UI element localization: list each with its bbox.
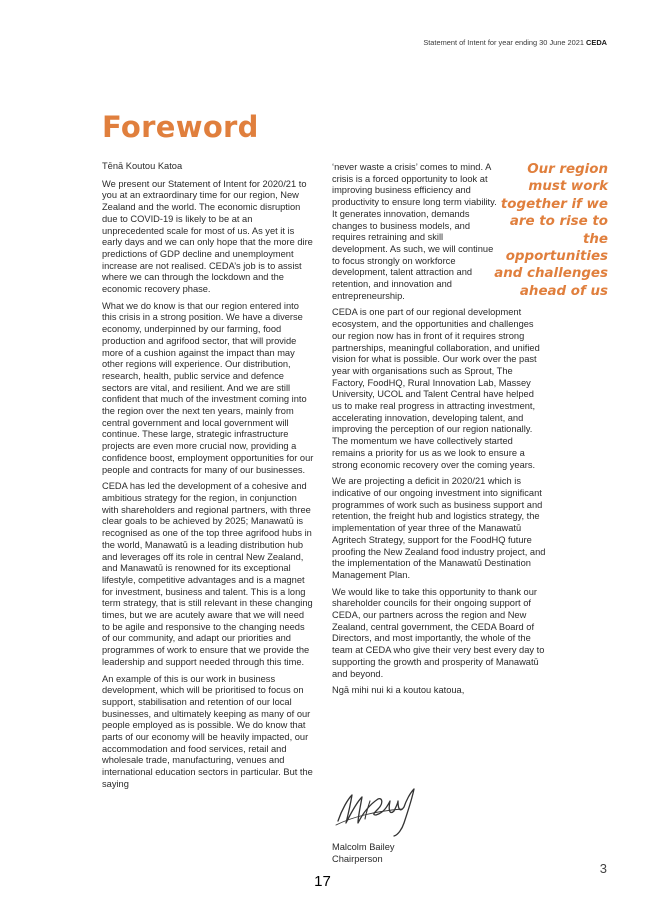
body-paragraph	[332, 162, 500, 302]
body-paragraph: We would like to take this opportunity to thank our shareholder councils for their ongoing support of CEDA, our partners across the region and New Zealand, central government, the CEDA Board of Directors, and most importantly, the whole of the team at CEDA who give their very best every day to supporting the growth and prosperity of Manawatū and beyond.	[332, 586, 545, 679]
body-paragraph: CEDA has led the development of a cohesive and ambitious strategy for the region, in conjunction with shareholders and regional partners, with three clear goals to be achieved by 2025; Manawatū is recognised as one of the top three agrifood hubs in the world, Manawatū is a leading distribution hub and leverages off its role in central New Zealand, and Manawatū is renowned for its exceptional lifestyle, competitive advantages and is a magnet for investment, business and talent. This is a long term strategy, that is still relevant in these changing times, but we are acutely aware that we will need to be agile and responsive to the changing needs of our community, and adapt our priorities and programmes of work to ensure that we provide the leadership and support needed through this time.	[102, 481, 313, 667]
body-paragraph: An example of this is our work in business development, which will be prioritised to focus on support, stabilisation and retention of our local businesses, and ultimately keeping as many of our people employed as is possible. We do know that parts of our economy will be heavily impacted, our accommodation and food services, retail and wholesale trade, manufacturing, venues and international education sectors in particular. But the saying	[102, 673, 313, 789]
page-number-right: 3	[599, 861, 607, 876]
running-header	[423, 38, 607, 47]
body-paragraph-text: ‘never waste a crisis’ comes to mind. A crisis is a forced opportunity to look at improving business efficiency and productivity to ensure long term viability. It generates innovation, demands changes to business models, and requires retraining and skill development. As such, we will continue to focus strongly on workforce development, talent attraction and retention, and innovation and entrepreneurship.	[332, 162, 497, 301]
page-number-center: 17	[314, 873, 331, 890]
pullquote: Our region must work together if we are to rise to the opportunities and challenges ahead of us	[494, 162, 608, 299]
body-paragraph: We are projecting a deficit in 2020/21 which is indicative of our ongoing investment into significant programmes of work such as business support and retention, the freight hub and logistics strategy, the implementation of year three of the Manawatū Agritech Strategy, support for the FoodHQ future proofing the New Zealand food industry project, and the implementation of the Manawatū Destination Management Plan.	[332, 476, 546, 580]
closing-paragraph: Ngā mihi nui ki a koutou katoua,	[332, 685, 465, 696]
page-title: Foreword	[102, 110, 259, 144]
body-paragraph: What we do know is that our region entered into this crisis in a strong position. We have a diverse economy, underpinned by our farming, food production and agrifood sector, that will provide more of a cushion against the impact than may other regions will experience. Our distribution, research, health, public service and defence sectors are vital, and resilient. And we are still confident that much of the investment coming into the region over the next ten years, mainly from central government and local government will continue. These large, strategic infrastructure projects are even more crucial now, providing a confidence boost, employment opportunities for our people and contracts for many of our businesses.	[102, 300, 314, 475]
body-paragraph: CEDA is one part of our regional development ecosystem, and the opportunities and challenges our region now has in front of it requires strong partnerships, meaningful collaboration, and unified vision for what is possible. Our work over the past year with organisations such as Sprout, The Factory, FoodHQ, Rural Innovation Lab, Massey University, UCOL and Talent Central have helped us to make real progress in attracting investment, accelerating innovation, developing talent, and improving the perception of our region nationally. The momentum we have collectively started remains a priority for us as we look to ensure a strong economic recovery over the coming years.	[332, 307, 540, 470]
left-column	[102, 161, 314, 796]
salutation-paragraph: Tēnā Koutou Katoa	[102, 161, 183, 171]
signatory-role: Chairperson	[332, 854, 383, 864]
body-paragraph: We present our Statement of Intent for 2020/21 to you at an extraordinary time for our region, New Zealand and the world. The economic disruption due to COVID-19 is likely to be at an unprecedented scale for most of us. As yet it is early days and we can only hope that the more dire predictions of GDP decline and unemployment increase are not realised. CEDA’s job is to assist where we can through the lockdown and the economic recovery phase.	[102, 178, 313, 295]
running-header-brand: CEDA	[586, 38, 607, 47]
running-header-text: Statement of Intent for year ending 30 June 2021	[423, 38, 584, 47]
signature-icon	[332, 781, 427, 837]
signatory-name: Malcolm Bailey	[332, 842, 395, 852]
